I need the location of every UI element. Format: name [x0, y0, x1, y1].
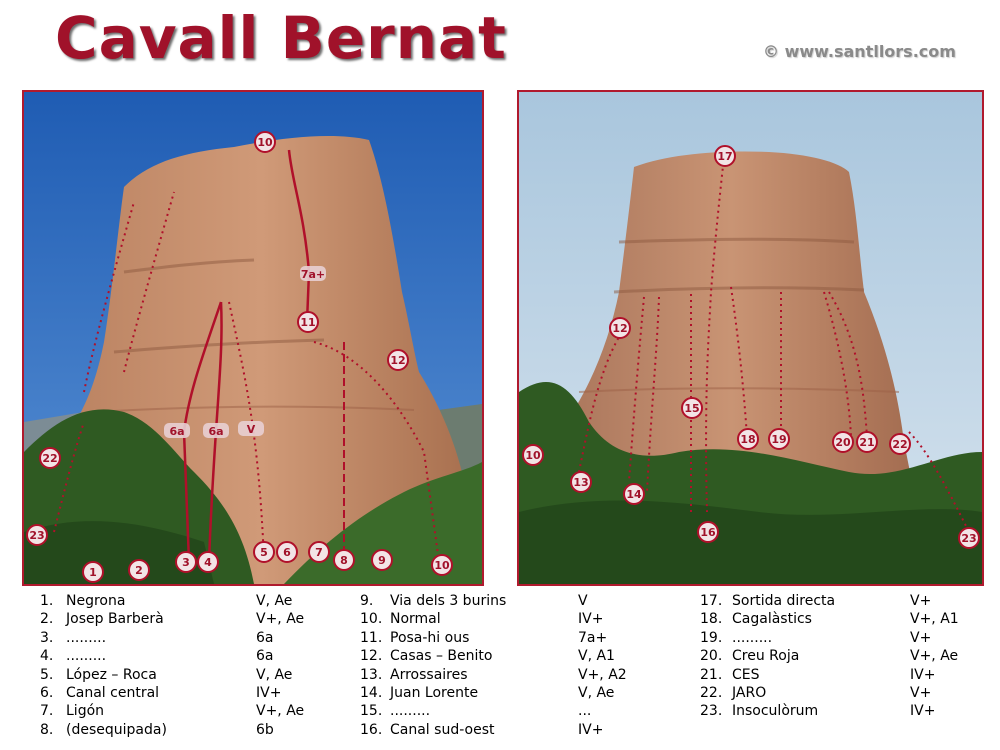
route-marker [298, 312, 318, 332]
legend-row [360, 666, 690, 684]
route-name: Creu Roja [732, 648, 800, 665]
route-grade: ... [578, 703, 592, 720]
route-number: 7. [40, 703, 54, 720]
route-marker-label: 20 [835, 436, 851, 449]
route-name: CES [732, 666, 760, 683]
route-name: Canal sud-oest [390, 721, 495, 738]
route-grade: V+, A2 [578, 666, 627, 683]
route-grade: V+ [910, 629, 932, 646]
route-number: 22. [700, 684, 723, 701]
route-grade: IV+ [578, 611, 604, 628]
route-name: ......... [390, 703, 431, 720]
route-number: 8. [40, 721, 54, 738]
route-marker-label: 17 [717, 150, 733, 163]
legend-row [360, 610, 690, 628]
route-marker-label: 18 [740, 433, 756, 446]
route-grade: 6a [256, 629, 274, 646]
route-marker [198, 552, 218, 572]
route-marker-label: 9 [378, 554, 386, 567]
legend-row [360, 629, 690, 647]
route-name: Via dels 3 burins [390, 593, 507, 609]
right-rock-photo [517, 90, 984, 586]
route-number: 20. [700, 648, 723, 665]
grade-tag [203, 423, 229, 438]
route-marker [959, 528, 979, 548]
route-grade: V+ [910, 684, 932, 701]
route-name: Arrossaires [390, 666, 468, 683]
route-marker [255, 132, 275, 152]
grade-tag-label: 6a [208, 425, 224, 438]
legend-row [40, 647, 360, 665]
route-number: 17. [700, 593, 723, 609]
route-name: ......... [732, 629, 773, 646]
route-name: Josep Barberà [66, 611, 164, 628]
route-marker [129, 560, 149, 580]
route-number: 15. [360, 703, 383, 720]
legend-row [700, 647, 990, 665]
route-marker [833, 432, 853, 452]
route-number: 9. [360, 593, 374, 609]
legend-column-1 [40, 592, 360, 739]
route-marker-label: 10 [525, 449, 541, 462]
legend-row [40, 610, 360, 628]
legend-column-3 [700, 592, 990, 721]
grade-tag [164, 423, 190, 438]
route-name: JARO [732, 684, 767, 701]
route-name: ......... [66, 648, 107, 665]
legend-row [700, 684, 990, 702]
route-grade: V+, A1 [910, 611, 959, 628]
route-marker [769, 429, 789, 449]
route-name: Ligón [66, 703, 105, 720]
copyright-text: © www.santllors.com [763, 42, 956, 61]
route-name: Casas – Benito [390, 648, 493, 665]
route-marker-label: 16 [700, 526, 716, 539]
route-name: Negrona [66, 593, 126, 609]
route-grade: IV+ [910, 703, 936, 720]
route-marker [309, 542, 329, 562]
route-name: Posa-hi ous [390, 629, 470, 646]
legend-row [700, 702, 990, 720]
route-marker [682, 398, 702, 418]
route-name: López – Roca [66, 666, 157, 683]
route-grade: 6b [256, 721, 274, 738]
route-name: (desequipada) [66, 721, 167, 738]
route-number: 19. [700, 629, 723, 646]
route-marker-label: 1 [89, 566, 97, 579]
route-marker-label: 21 [859, 436, 875, 449]
legend-row [700, 592, 990, 610]
route-marker [698, 522, 718, 542]
route-grade: V, A1 [578, 648, 615, 665]
route-marker-label: 13 [573, 476, 589, 489]
route-marker-label: 15 [684, 402, 700, 415]
legend-row [40, 684, 360, 702]
route-number: 10. [360, 611, 383, 628]
route-number: 16. [360, 721, 383, 738]
route-grade: 6a [256, 648, 274, 665]
route-grade: IV+ [578, 721, 604, 738]
left-rock-photo [22, 90, 484, 586]
route-marker [27, 525, 47, 545]
route-number: 5. [40, 666, 54, 683]
legend-column-2 [360, 592, 690, 739]
route-marker-label: 10 [434, 559, 450, 572]
route-marker [176, 552, 196, 572]
route-marker [624, 484, 644, 504]
legend-row [40, 592, 360, 610]
grade-tag-label: V [246, 423, 256, 436]
route-marker [857, 432, 877, 452]
route-grade: V [578, 593, 588, 609]
route-number: 4. [40, 648, 54, 665]
route-marker-label: 6 [283, 546, 291, 559]
legend-row [40, 666, 360, 684]
route-grade: IV+ [256, 684, 282, 701]
route-marker-label: 19 [771, 433, 787, 446]
route-grade: IV+ [910, 666, 936, 683]
route-name: Juan Lorente [390, 684, 479, 701]
route-marker-label: 12 [612, 322, 628, 335]
route-marker-label: 7 [315, 546, 323, 559]
route-grade: V+, Ae [256, 611, 305, 628]
route-marker [432, 555, 452, 575]
grade-tag-label: 7a+ [300, 268, 326, 281]
route-number: 21. [700, 666, 723, 683]
legend-row [40, 721, 360, 739]
route-grade: V+ [910, 593, 932, 609]
route-number: 18. [700, 611, 723, 628]
legend-row [700, 610, 990, 628]
legend-row [700, 666, 990, 684]
route-marker [83, 562, 103, 582]
route-number: 3. [40, 629, 54, 646]
route-number: 13. [360, 666, 383, 683]
route-marker-label: 12 [390, 354, 406, 367]
route-marker-label: 3 [182, 556, 190, 569]
left-photo-graphic [24, 92, 482, 584]
right-photo-graphic [519, 92, 982, 584]
legend-row [360, 592, 690, 610]
route-name: Cagalàstics [732, 611, 812, 628]
route-number: 14. [360, 684, 383, 701]
route-marker-label: 10 [257, 136, 273, 149]
route-marker [254, 542, 274, 562]
route-marker-label: 5 [260, 546, 268, 559]
route-grade: V, Ae [256, 666, 293, 683]
route-marker-label: 22 [892, 438, 908, 451]
legend-row [40, 629, 360, 647]
route-marker-label: 4 [204, 556, 212, 569]
route-number: 23. [700, 703, 723, 720]
legend-row [360, 684, 690, 702]
route-grade: V+, Ae [910, 648, 959, 665]
route-marker-label: 11 [300, 316, 316, 329]
route-grade: V+, Ae [256, 703, 305, 720]
legend-row [360, 721, 690, 739]
route-marker [372, 550, 392, 570]
grade-tag [300, 266, 326, 281]
route-name: ......... [66, 629, 107, 646]
route-marker-label: 22 [42, 452, 58, 465]
page-title: Cavall Bernat [55, 4, 507, 72]
route-number: 11. [360, 629, 383, 646]
route-marker [890, 434, 910, 454]
route-name: Sortida directa [732, 593, 836, 609]
route-grade: 7a+ [578, 629, 608, 646]
route-marker [715, 146, 735, 166]
route-number: 2. [40, 611, 54, 628]
route-marker-label: 14 [626, 488, 642, 501]
grade-tag-label: 6a [169, 425, 185, 438]
legend-row [700, 629, 990, 647]
legend-row [360, 647, 690, 665]
route-grade: V, Ae [578, 684, 615, 701]
route-marker [40, 448, 60, 468]
route-marker [523, 445, 543, 465]
grade-tag [238, 421, 264, 436]
route-marker-label: 8 [340, 554, 348, 567]
route-name: Canal central [66, 684, 160, 701]
route-marker [388, 350, 408, 370]
route-marker [277, 542, 297, 562]
legend-row [40, 702, 360, 720]
route-grade: V, Ae [256, 593, 293, 609]
route-marker-label: 23 [961, 532, 977, 545]
route-number: 6. [40, 684, 54, 701]
route-number: 1. [40, 593, 54, 609]
route-marker [334, 550, 354, 570]
route-name: Insoculòrum [732, 703, 819, 720]
route-marker [738, 429, 758, 449]
route-marker-label: 2 [135, 564, 143, 577]
route-marker-label: 23 [29, 529, 45, 542]
route-name: Normal [390, 611, 441, 628]
route-number: 12. [360, 648, 383, 665]
legend-row [360, 702, 690, 720]
route-marker [610, 318, 630, 338]
route-marker [571, 472, 591, 492]
